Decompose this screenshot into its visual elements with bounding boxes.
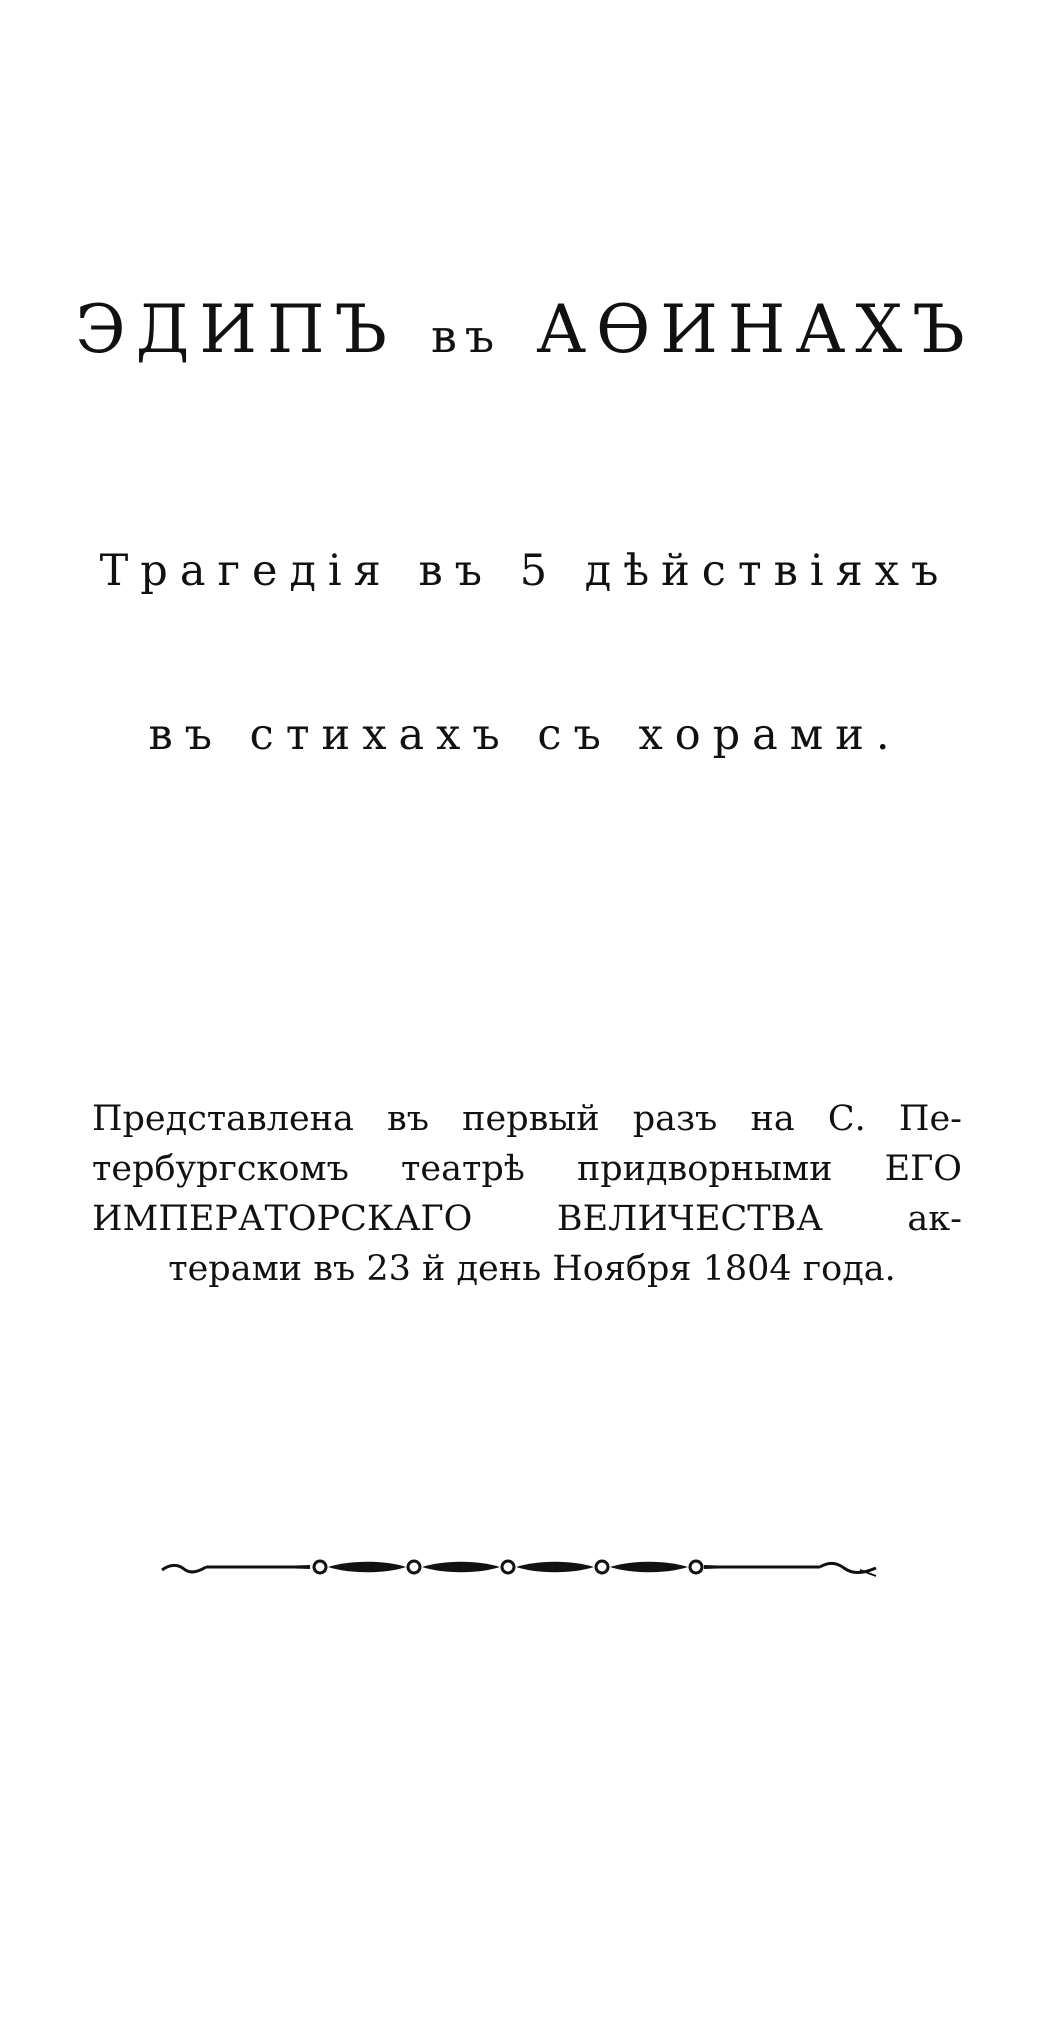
premiere-line-3: ИМПЕРАТОРСКАГО ВЕЛИЧЕСТВА ак- bbox=[92, 1199, 962, 1239]
title-word-oedipus: ЭДИПЪ bbox=[75, 291, 397, 368]
title-word-athens: АѲИНАХЪ bbox=[536, 291, 975, 368]
premiere-line-1: Представлена въ первый разъ на С. Пе- bbox=[92, 1099, 962, 1139]
premiere-line-2: тербургскомъ театрѣ придворными ЕГО bbox=[92, 1149, 962, 1189]
premiere-note bbox=[92, 1094, 962, 1294]
title-word-in: въ bbox=[430, 309, 503, 363]
verse-subtitle: въ стихахъ съ хорами. bbox=[148, 710, 902, 760]
genre-subtitle: Трагедія въ 5 дѣйствіяхъ bbox=[99, 546, 951, 596]
book-title bbox=[0, 290, 1050, 376]
decorative-rule-icon bbox=[160, 1548, 880, 1588]
premiere-line-4: терами въ 23 й день Ноября 1804 года. bbox=[168, 1249, 896, 1289]
